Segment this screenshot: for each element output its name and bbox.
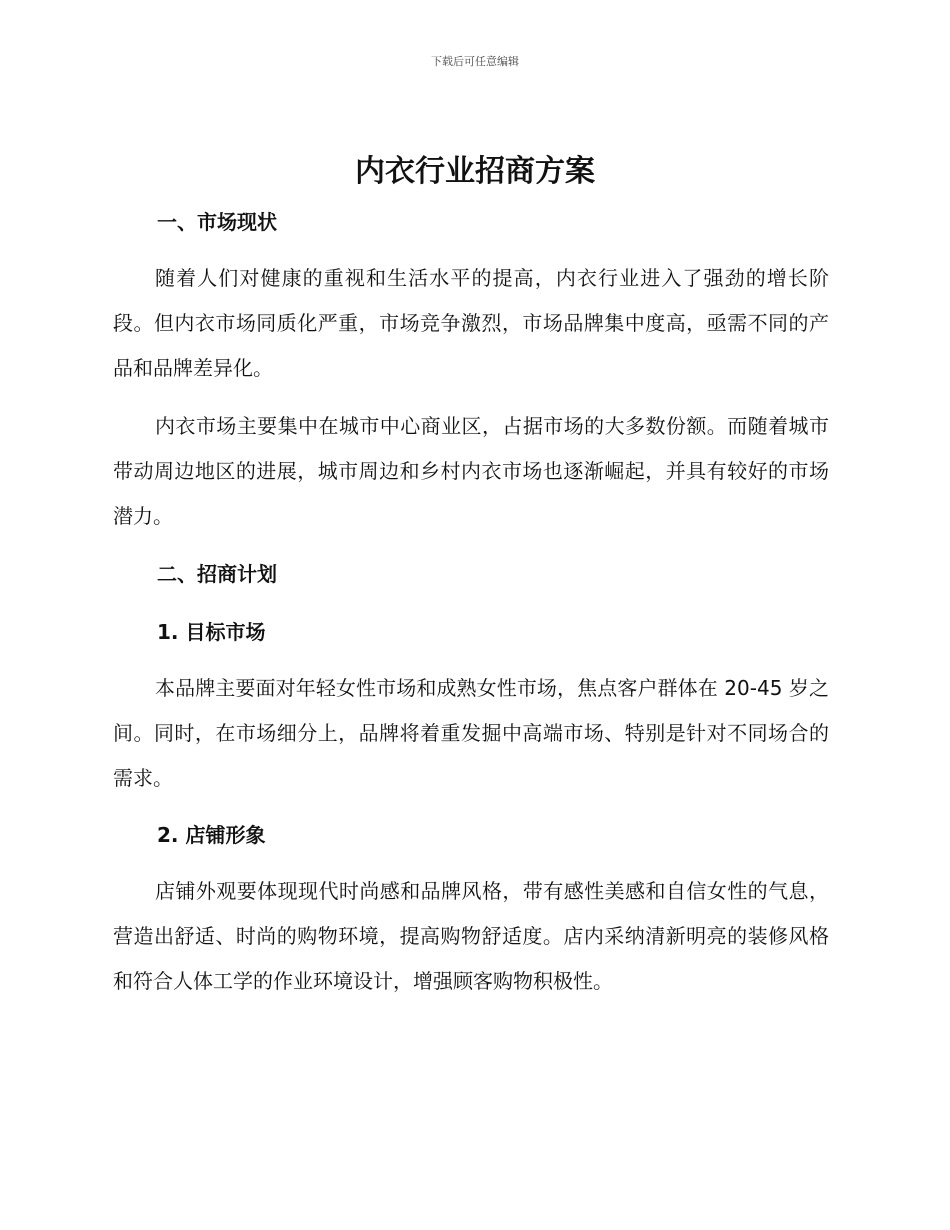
paragraph-market-distribution: 内衣市场主要集中在城市中心商业区，占据市场的大多数份额。而随着城市带动周边地区的进展，城市周边和乡村内衣市场也逐渐崛起，并具有较好的市场潜力。 — [113, 414, 829, 528]
page-header: 下载后可任意编辑 — [431, 55, 519, 68]
paragraph-target-market: 本品牌主要面对年轻女性市场和成熟女性市场，焦点客户群体在 20-45 岁之间。同时，在市场细分上，品牌将着重发掘中高端市场、特别是针对不同场合的需求。 — [113, 676, 829, 790]
section-heading-market-status: 一、市场现状 — [157, 210, 277, 234]
paragraph-market-growth: 随着人们对健康的重视和生活水平的提高，内衣行业进入了强劲的增长阶段。但内衣市场同质化严重，市场竞争激烈，市场品牌集中度高，亟需不同的产品和品牌差异化。 — [113, 266, 829, 380]
paragraph-store-image: 店铺外观要体现现代时尚感和品牌风格，带有感性美感和自信女性的气息，营造出舒适、时尚的购物环境，提高购物舒适度。店内采纳清新明亮的装修风格和符合人体工学的作业环境设计，增强顾客购物积极性。 — [113, 879, 829, 993]
subsection-heading-target-market: 1. 目标市场 — [157, 620, 266, 644]
document-title: 内衣行业招商方案 — [355, 154, 595, 189]
subsection-heading-store-image: 2. 店铺形象 — [157, 823, 266, 847]
section-heading-investment-plan: 二、招商计划 — [157, 562, 277, 586]
